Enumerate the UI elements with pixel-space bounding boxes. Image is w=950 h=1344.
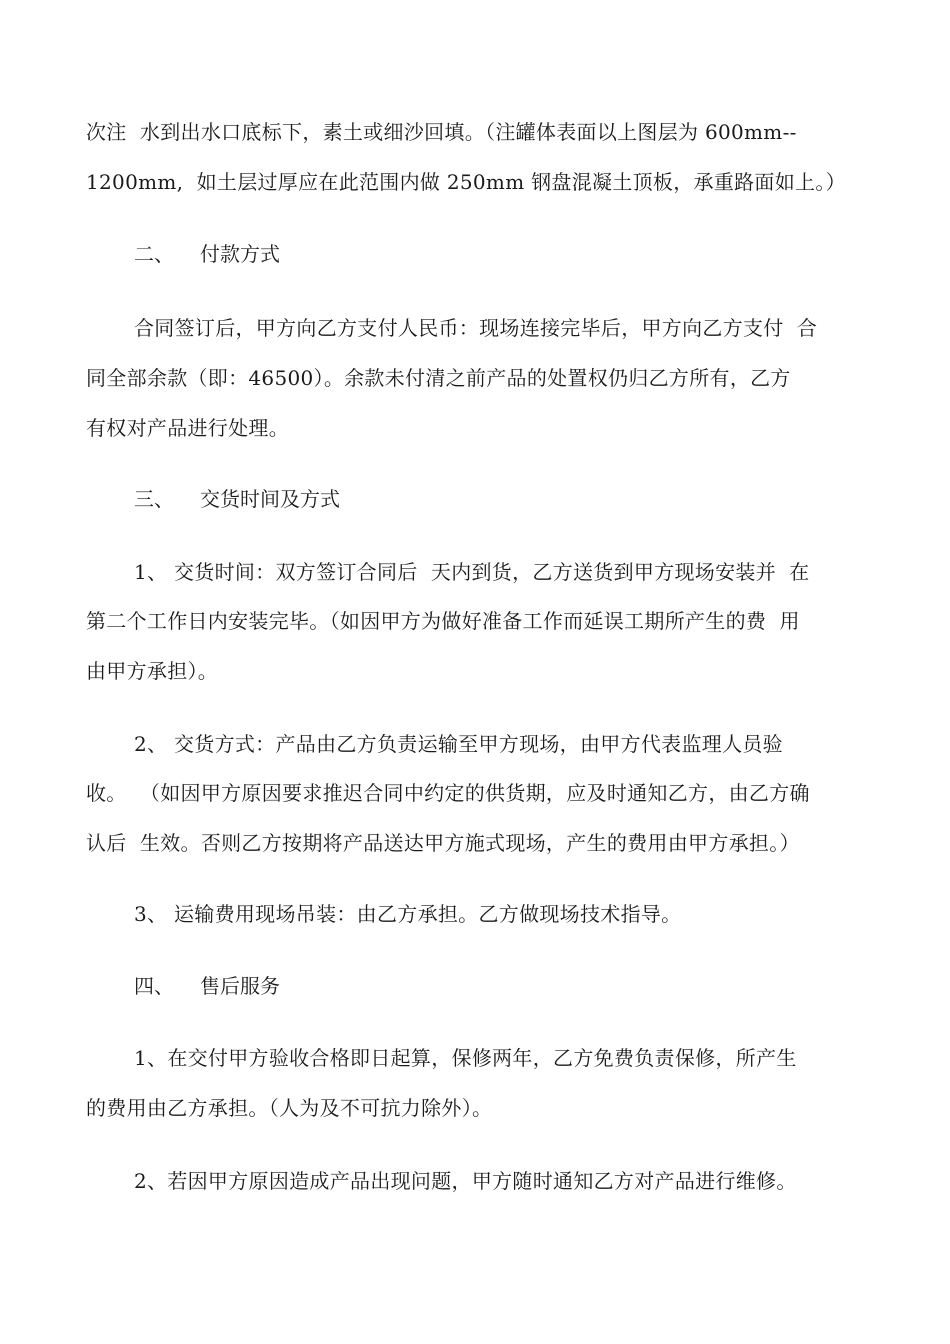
warranty-line-2: 的费用由乙方承担。（人为及不可抗力除外）。 — [86, 1096, 493, 1120]
section-2-title: 付款方式 — [200, 242, 280, 266]
section-3-title: 交货时间及方式 — [200, 487, 340, 511]
delivery-method-line-3: 认后 生效。否则乙方按期将产品送达甲方施式现场，产生的费用由甲方承担。） — [86, 831, 800, 855]
install-paragraph-line-1: 次注 水到出水口底标下，素土或细沙回填。（注罐体表面以上图层为 600mm-- — [86, 120, 797, 144]
payment-paragraph-line-3: 有权对产品进行处理。 — [86, 416, 289, 440]
section-4-number: 四、 — [134, 974, 174, 998]
install-paragraph-line-2: 1200mm, 如土层过厚应在此范围内做 250mm 钢盘混凝土顶板，承重路面如上。） — [86, 170, 846, 194]
delivery-time-line-1: 1、 交货时间：双方签订合同后 天内到货，乙方送货到甲方现场安装并 在 — [134, 560, 810, 584]
section-4-title: 售后服务 — [200, 974, 280, 998]
delivery-method-line-2: 收。 （如因甲方原因要求推迟合同中约定的供货期，应及时通知乙方，由乙方确 — [86, 781, 810, 805]
delivery-method-line-1: 2、 交货方式：产品由乙方负责运输至甲方现场，由甲方代表监理人员验 — [134, 732, 783, 756]
repair-line-1: 2、若因甲方原因造成产品出现问题，甲方随时通知乙方对产品进行维修。 — [134, 1169, 797, 1193]
section-2-number: 二、 — [134, 242, 174, 266]
warranty-line-1: 1、在交付甲方验收合格即日起算，保修两年，乙方免费负责保修，所产生 — [134, 1046, 797, 1070]
transport-cost-line-1: 3、 运输费用现场吊装：由乙方承担。乙方做现场技术指导。 — [134, 902, 682, 926]
delivery-time-line-2: 第二个工作日内安装完毕。（如因甲方为做好准备工作而延误工期所产生的费 用 — [86, 609, 800, 633]
payment-paragraph-line-1: 合同签订后，甲方向乙方支付人民币：现场连接完毕后，甲方向乙方支付 合 — [134, 316, 818, 340]
delivery-time-line-3: 由甲方承担）。 — [86, 659, 219, 683]
section-3-number: 三、 — [134, 487, 174, 511]
payment-paragraph-line-2: 同全部余款（即：46500）。余款未付清之前产品的处置权仍归乙方所有，乙方 — [86, 366, 791, 390]
